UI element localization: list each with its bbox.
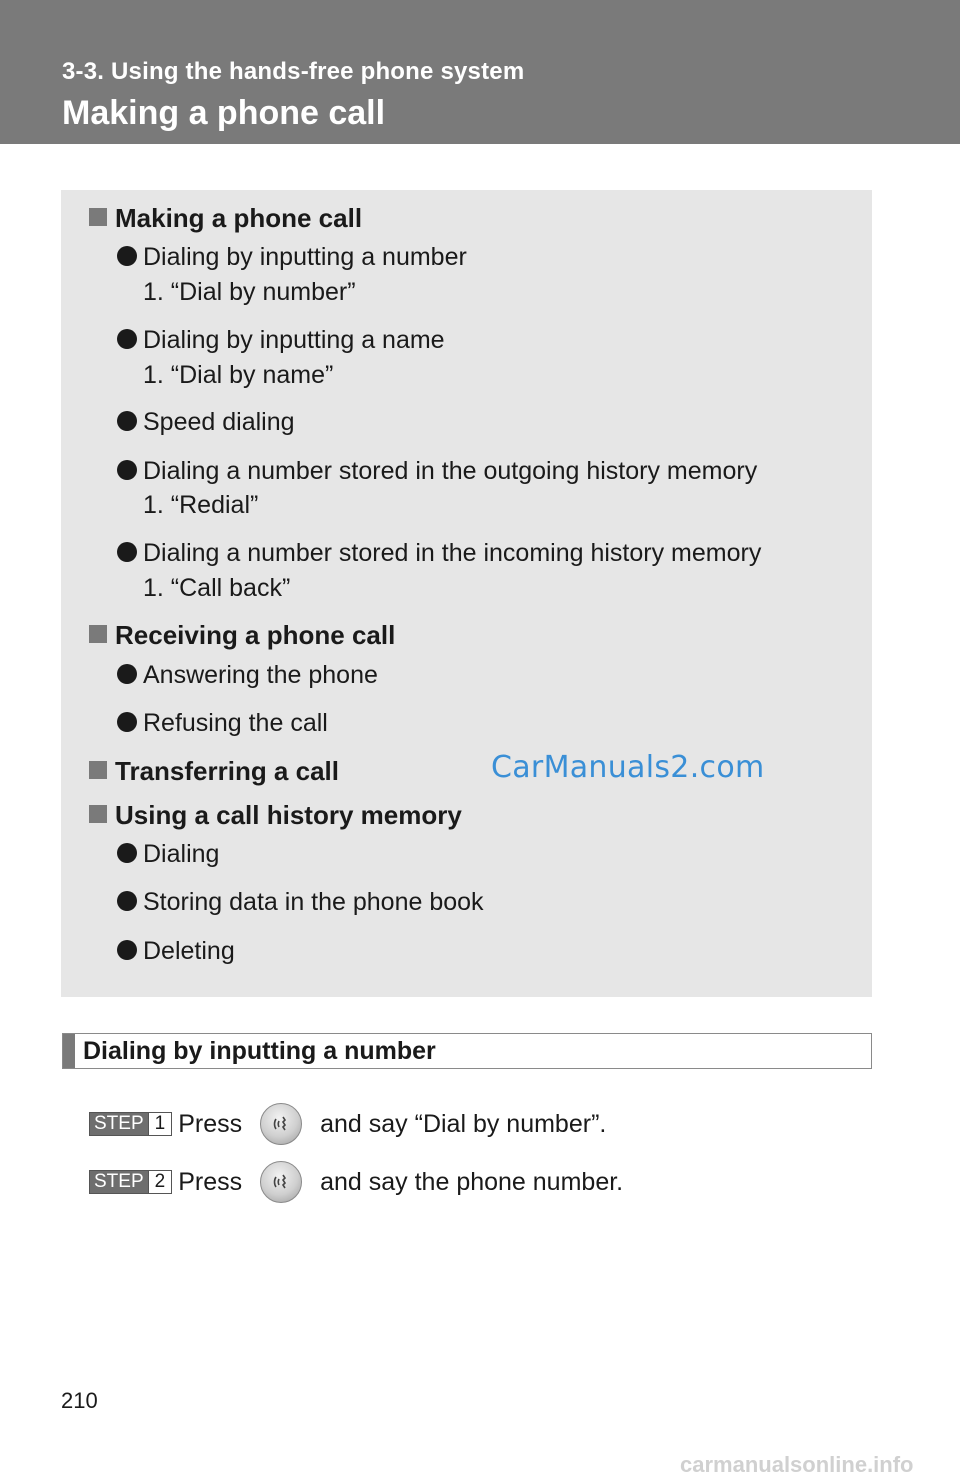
summary-subitem: 1. “Dial by number” [143, 278, 356, 306]
procedure-title: Dialing by inputting a number [83, 1037, 436, 1065]
step-text-post: and say “Dial by number”. [320, 1109, 607, 1138]
title-bar-accent [63, 1034, 75, 1068]
step-text-pre: Press [178, 1167, 243, 1196]
talk-switch-icon [260, 1103, 302, 1145]
round-bullet-icon [117, 542, 137, 562]
summary-section-heading: Transferring a call [89, 756, 339, 787]
step-badge: STEP 1 [89, 1112, 172, 1136]
site-watermark: carmanualsonline.info [680, 1452, 914, 1477]
round-bullet-icon [117, 664, 137, 684]
step-text-post: and say the phone number. [320, 1167, 624, 1196]
talk-switch-icon [260, 1161, 302, 1203]
square-bullet-icon [89, 625, 107, 643]
summary-bullet: Deleting [117, 937, 235, 966]
round-bullet-icon [117, 329, 137, 349]
page-header [0, 0, 960, 144]
round-bullet-icon [117, 712, 137, 732]
summary-bullet: Dialing by inputting a name [117, 326, 445, 355]
section-label: 3-3. Using the hands-free phone system [62, 58, 525, 85]
summary-subitem: 1. “Call back” [143, 574, 291, 602]
summary-bullet: Refusing the call [117, 709, 328, 738]
summary-bullet: Speed dialing [117, 408, 295, 437]
summary-bullet: Dialing a number stored in the incoming history memory [117, 539, 761, 568]
round-bullet-icon [117, 843, 137, 863]
step-text-pre: Press [178, 1109, 243, 1138]
summary-bullet: Dialing a number stored in the outgoing history memory [117, 457, 757, 486]
summary-section-heading: Making a phone call [89, 203, 362, 234]
summary-bullet: Answering the phone [117, 661, 378, 690]
summary-section-heading: Using a call history memory [89, 800, 462, 831]
summary-bullet: Dialing by inputting a number [117, 243, 467, 272]
square-bullet-icon [89, 208, 107, 226]
square-bullet-icon [89, 761, 107, 779]
square-bullet-icon [89, 805, 107, 823]
summary-bullet: Dialing [117, 840, 219, 869]
round-bullet-icon [117, 246, 137, 266]
summary-subitem: 1. “Dial by name” [143, 361, 334, 389]
round-bullet-icon [117, 460, 137, 480]
page-title: Making a phone call [62, 94, 386, 132]
summary-section-heading: Receiving a phone call [89, 620, 395, 651]
procedure-title-bar [62, 1033, 872, 1069]
round-bullet-icon [117, 411, 137, 431]
summary-subitem: 1. “Redial” [143, 491, 259, 519]
step-badge: STEP 2 [89, 1170, 172, 1194]
summary-bullet: Storing data in the phone book [117, 888, 484, 917]
round-bullet-icon [117, 940, 137, 960]
watermark: CarManuals2.com [491, 750, 765, 785]
page-number: 210 [61, 1388, 98, 1413]
step-row [89, 1104, 606, 1144]
step-row [89, 1162, 623, 1202]
round-bullet-icon [117, 891, 137, 911]
